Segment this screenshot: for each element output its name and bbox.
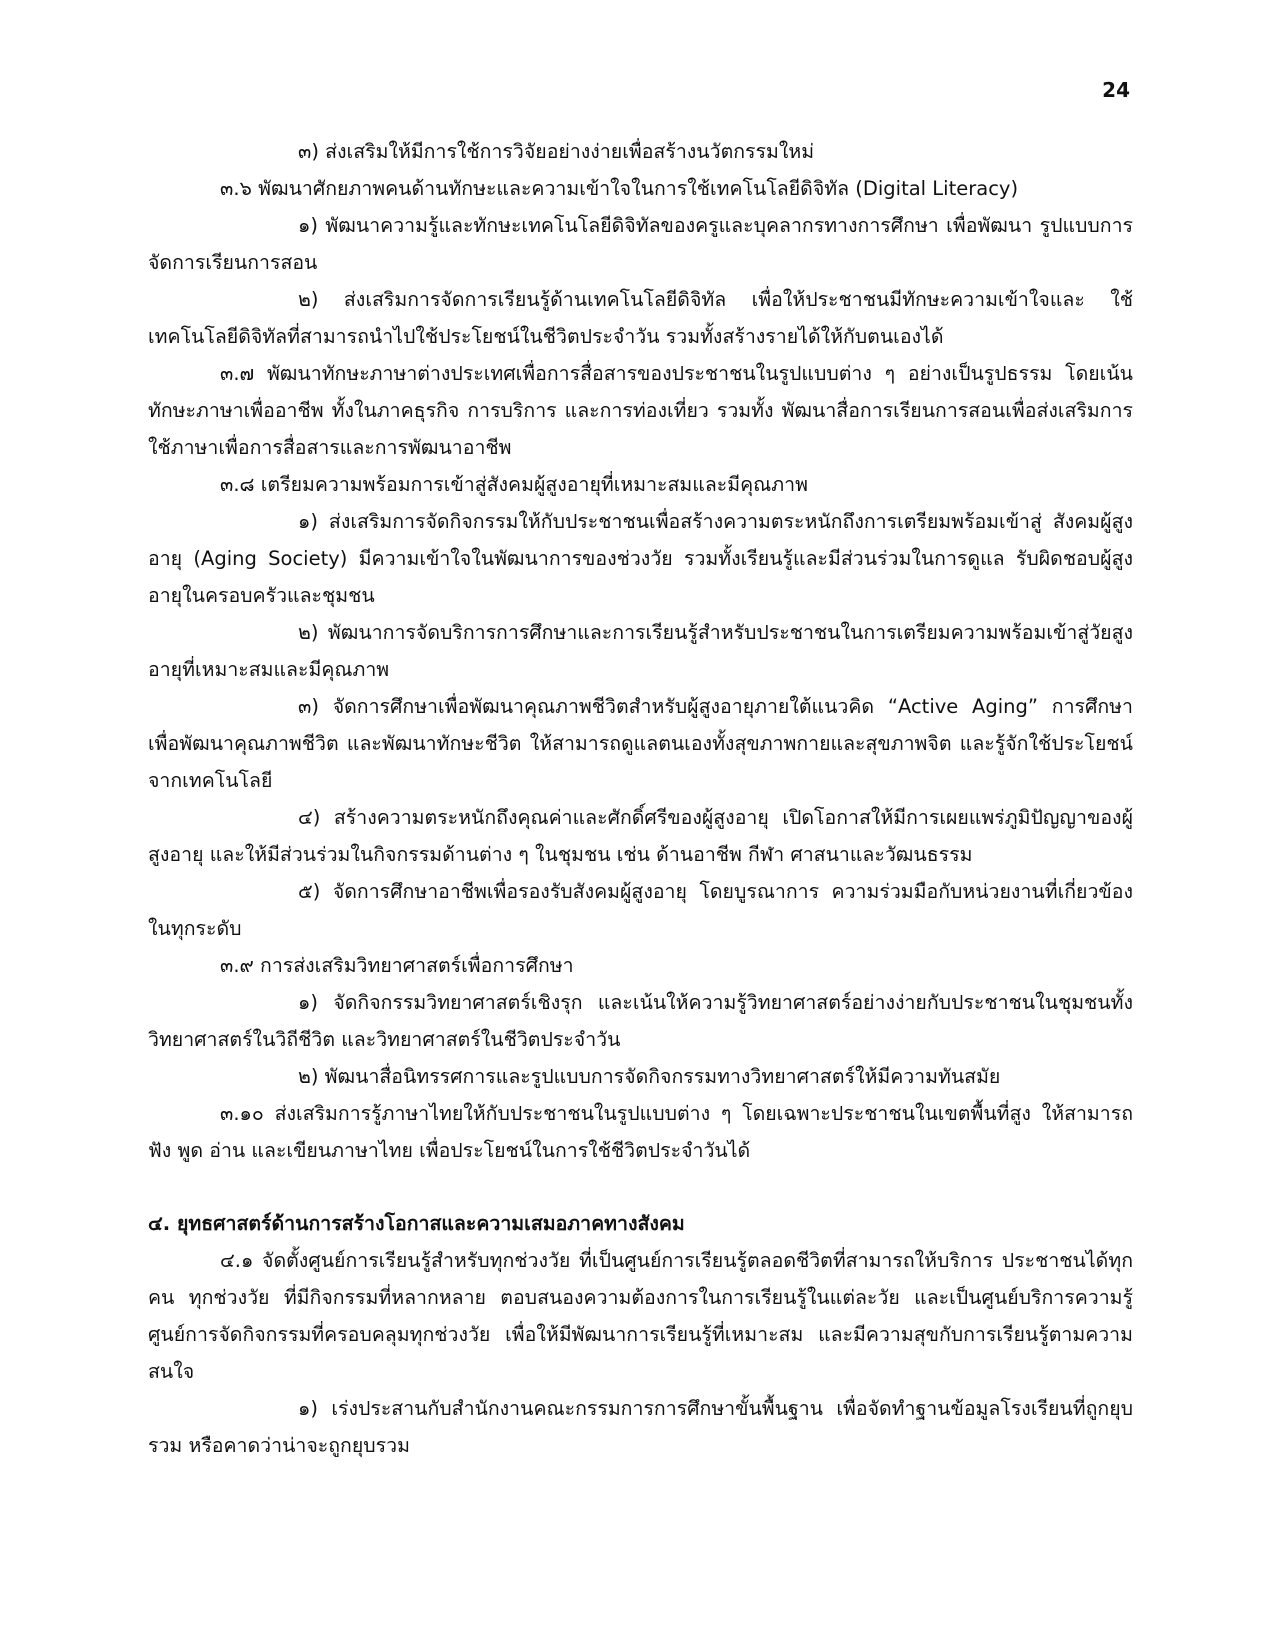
paragraph: ๓.๘ เตรียมความพร้อมการเข้าสู่สังคมผู้สูงอายุที่เหมาะสมและมีคุณภาพ xyxy=(220,473,808,496)
document-body xyxy=(148,133,1133,1464)
paragraph: ๑) พัฒนาความรู้และทักษะเทคโนโลยีดิจิทัลของครูและบุคลากรทางการศึกษา เพื่อพัฒนา รูปแบบการจัดการเรียนการสอน xyxy=(148,214,1133,274)
paragraph: ๓) จัดการศึกษาเพื่อพัฒนาคุณภาพชีวิตสำหรับผู้สูงอายุภายใต้แนวคิด “Active Aging” การศึกษาเพื่อพัฒนาคุณภาพชีวิต และพัฒนาทักษะชีวิต ให้สามารถดูแลตนเองทั้งสุขภาพกายและสุขภาพจิต และรู้จักใช้ประโยชน์จากเทคโนโลยี xyxy=(148,695,1133,792)
page-number: 24 xyxy=(1102,78,1130,102)
paragraph: ๒) พัฒนาสื่อนิทรรศการและรูปแบบการจัดกิจกรรมทางวิทยาศาสตร์ให้มีความทันสมัย xyxy=(298,1065,1001,1088)
paragraph: ๕) จัดการศึกษาอาชีพเพื่อรองรับสังคมผู้สูงอายุ โดยบูรณาการ ความร่วมมือกับหน่วยงานที่เกี่ยวข้อง ในทุกระดับ xyxy=(148,880,1133,940)
paragraph: ๒) พัฒนาการจัดบริการการศึกษาและการเรียนรู้สำหรับประชาชนในการเตรียมความพร้อมเข้าสู่วัยสูงอายุที่เหมาะสมและมีคุณภาพ xyxy=(148,621,1133,681)
paragraph: ๒) ส่งเสริมการจัดการเรียนรู้ด้านเทคโนโลยีดิจิทัล เพื่อให้ประชาชนมีทักษะความเข้าใจและ ใช้เทคโนโลยีดิจิทัลที่สามารถนำไปใช้ประโยชน์ในชีวิตประจำวัน รวมทั้งสร้างรายได้ให้กับตนเองได้ xyxy=(148,288,1133,348)
section-heading: ๔. ยุทธศาสตร์ด้านการสร้างโอกาสและความเสมอภาคทางสังคม xyxy=(148,1212,685,1235)
paragraph: ๔) สร้างความตระหนักถึงคุณค่าและศักดิ์ศรีของผู้สูงอายุ เปิดโอกาสให้มีการเผยแพร่ภูมิปัญญาของผู้สูงอายุ และให้มีส่วนร่วมในกิจกรรมด้านต่าง ๆ ในชุมชน เช่น ด้านอาชีพ กีฬา ศาสนาและวัฒนธรรม xyxy=(148,806,1133,866)
paragraph: ๑) เร่งประสานกับสำนักงานคณะกรรมการการศึกษาขั้นพื้นฐาน เพื่อจัดทำฐานข้อมูลโรงเรียนที่ถูกยุบรวม หรือคาดว่าน่าจะถูกยุบรวม xyxy=(148,1397,1133,1457)
paragraph: ๓.๖ พัฒนาศักยภาพคนด้านทักษะและความเข้าใจในการใช้เทคโนโลยีดิจิทัล (Digital Literacy) xyxy=(220,177,1019,200)
paragraph: ๔.๑ จัดตั้งศูนย์การเรียนรู้สำหรับทุกช่วงวัย ที่เป็นศูนย์การเรียนรู้ตลอดชีวิตที่สามารถให้บริการ ประชาชนได้ทุกคน ทุกช่วงวัย ที่มีกิจกรรมที่หลากหลาย ตอบสนองความต้องการในการเรียนรู้ในแต่ละวัย และเป็นศูนย์บริการความรู้ ศูนย์การจัดกิจกรรมที่ครอบคลุมทุกช่วงวัย เพื่อให้มีพัฒนาการเรียนรู้ที่เหมาะสม และมีความสุขกับการเรียนรู้ตามความสนใจ xyxy=(148,1249,1133,1383)
paragraph: ๓) ส่งเสริมให้มีการใช้การวิจัยอย่างง่ายเพื่อสร้างนวัตกรรมใหม่ xyxy=(298,140,815,163)
paragraph: ๓.๑๐ ส่งเสริมการรู้ภาษาไทยให้กับประชาชนในรูปแบบต่าง ๆ โดยเฉพาะประชาชนในเขตพื้นที่สูง ให้สามารถฟัง พูด อ่าน และเขียนภาษาไทย เพื่อประโยชน์ในการใช้ชีวิตประจำวันได้ xyxy=(148,1102,1133,1162)
paragraph: ๓.๗ พัฒนาทักษะภาษาต่างประเทศเพื่อการสื่อสารของประชาชนในรูปแบบต่าง ๆ อย่างเป็นรูปธรรม โดยเน้นทักษะภาษาเพื่ออาชีพ ทั้งในภาคธุรกิจ การบริการ และการท่องเที่ยว รวมทั้ง พัฒนาสื่อการเรียนการสอนเพื่อส่งเสริมการใช้ภาษาเพื่อการสื่อสารและการพัฒนาอาชีพ xyxy=(148,362,1133,459)
paragraph: ๓.๙ การส่งเสริมวิทยาศาสตร์เพื่อการศึกษา xyxy=(220,954,574,977)
paragraph: ๑) จัดกิจกรรมวิทยาศาสตร์เชิงรุก และเน้นให้ความรู้วิทยาศาสตร์อย่างง่ายกับประชาชนในชุมชนทั้งวิทยาศาสตร์ในวิถีชีวิต และวิทยาศาสตร์ในชีวิตประจำวัน xyxy=(148,991,1133,1051)
paragraph: ๑) ส่งเสริมการจัดกิจกรรมให้กับประชาชนเพื่อสร้างความตระหนักถึงการเตรียมพร้อมเข้าสู่ สังคมผู้สูงอายุ (Aging Society) มีความเข้าใจในพัฒนาการของช่วงวัย รวมทั้งเรียนรู้และมีส่วนร่วมในการดูแล รับผิดชอบผู้สูงอายุในครอบครัวและชุมชน xyxy=(148,510,1133,607)
